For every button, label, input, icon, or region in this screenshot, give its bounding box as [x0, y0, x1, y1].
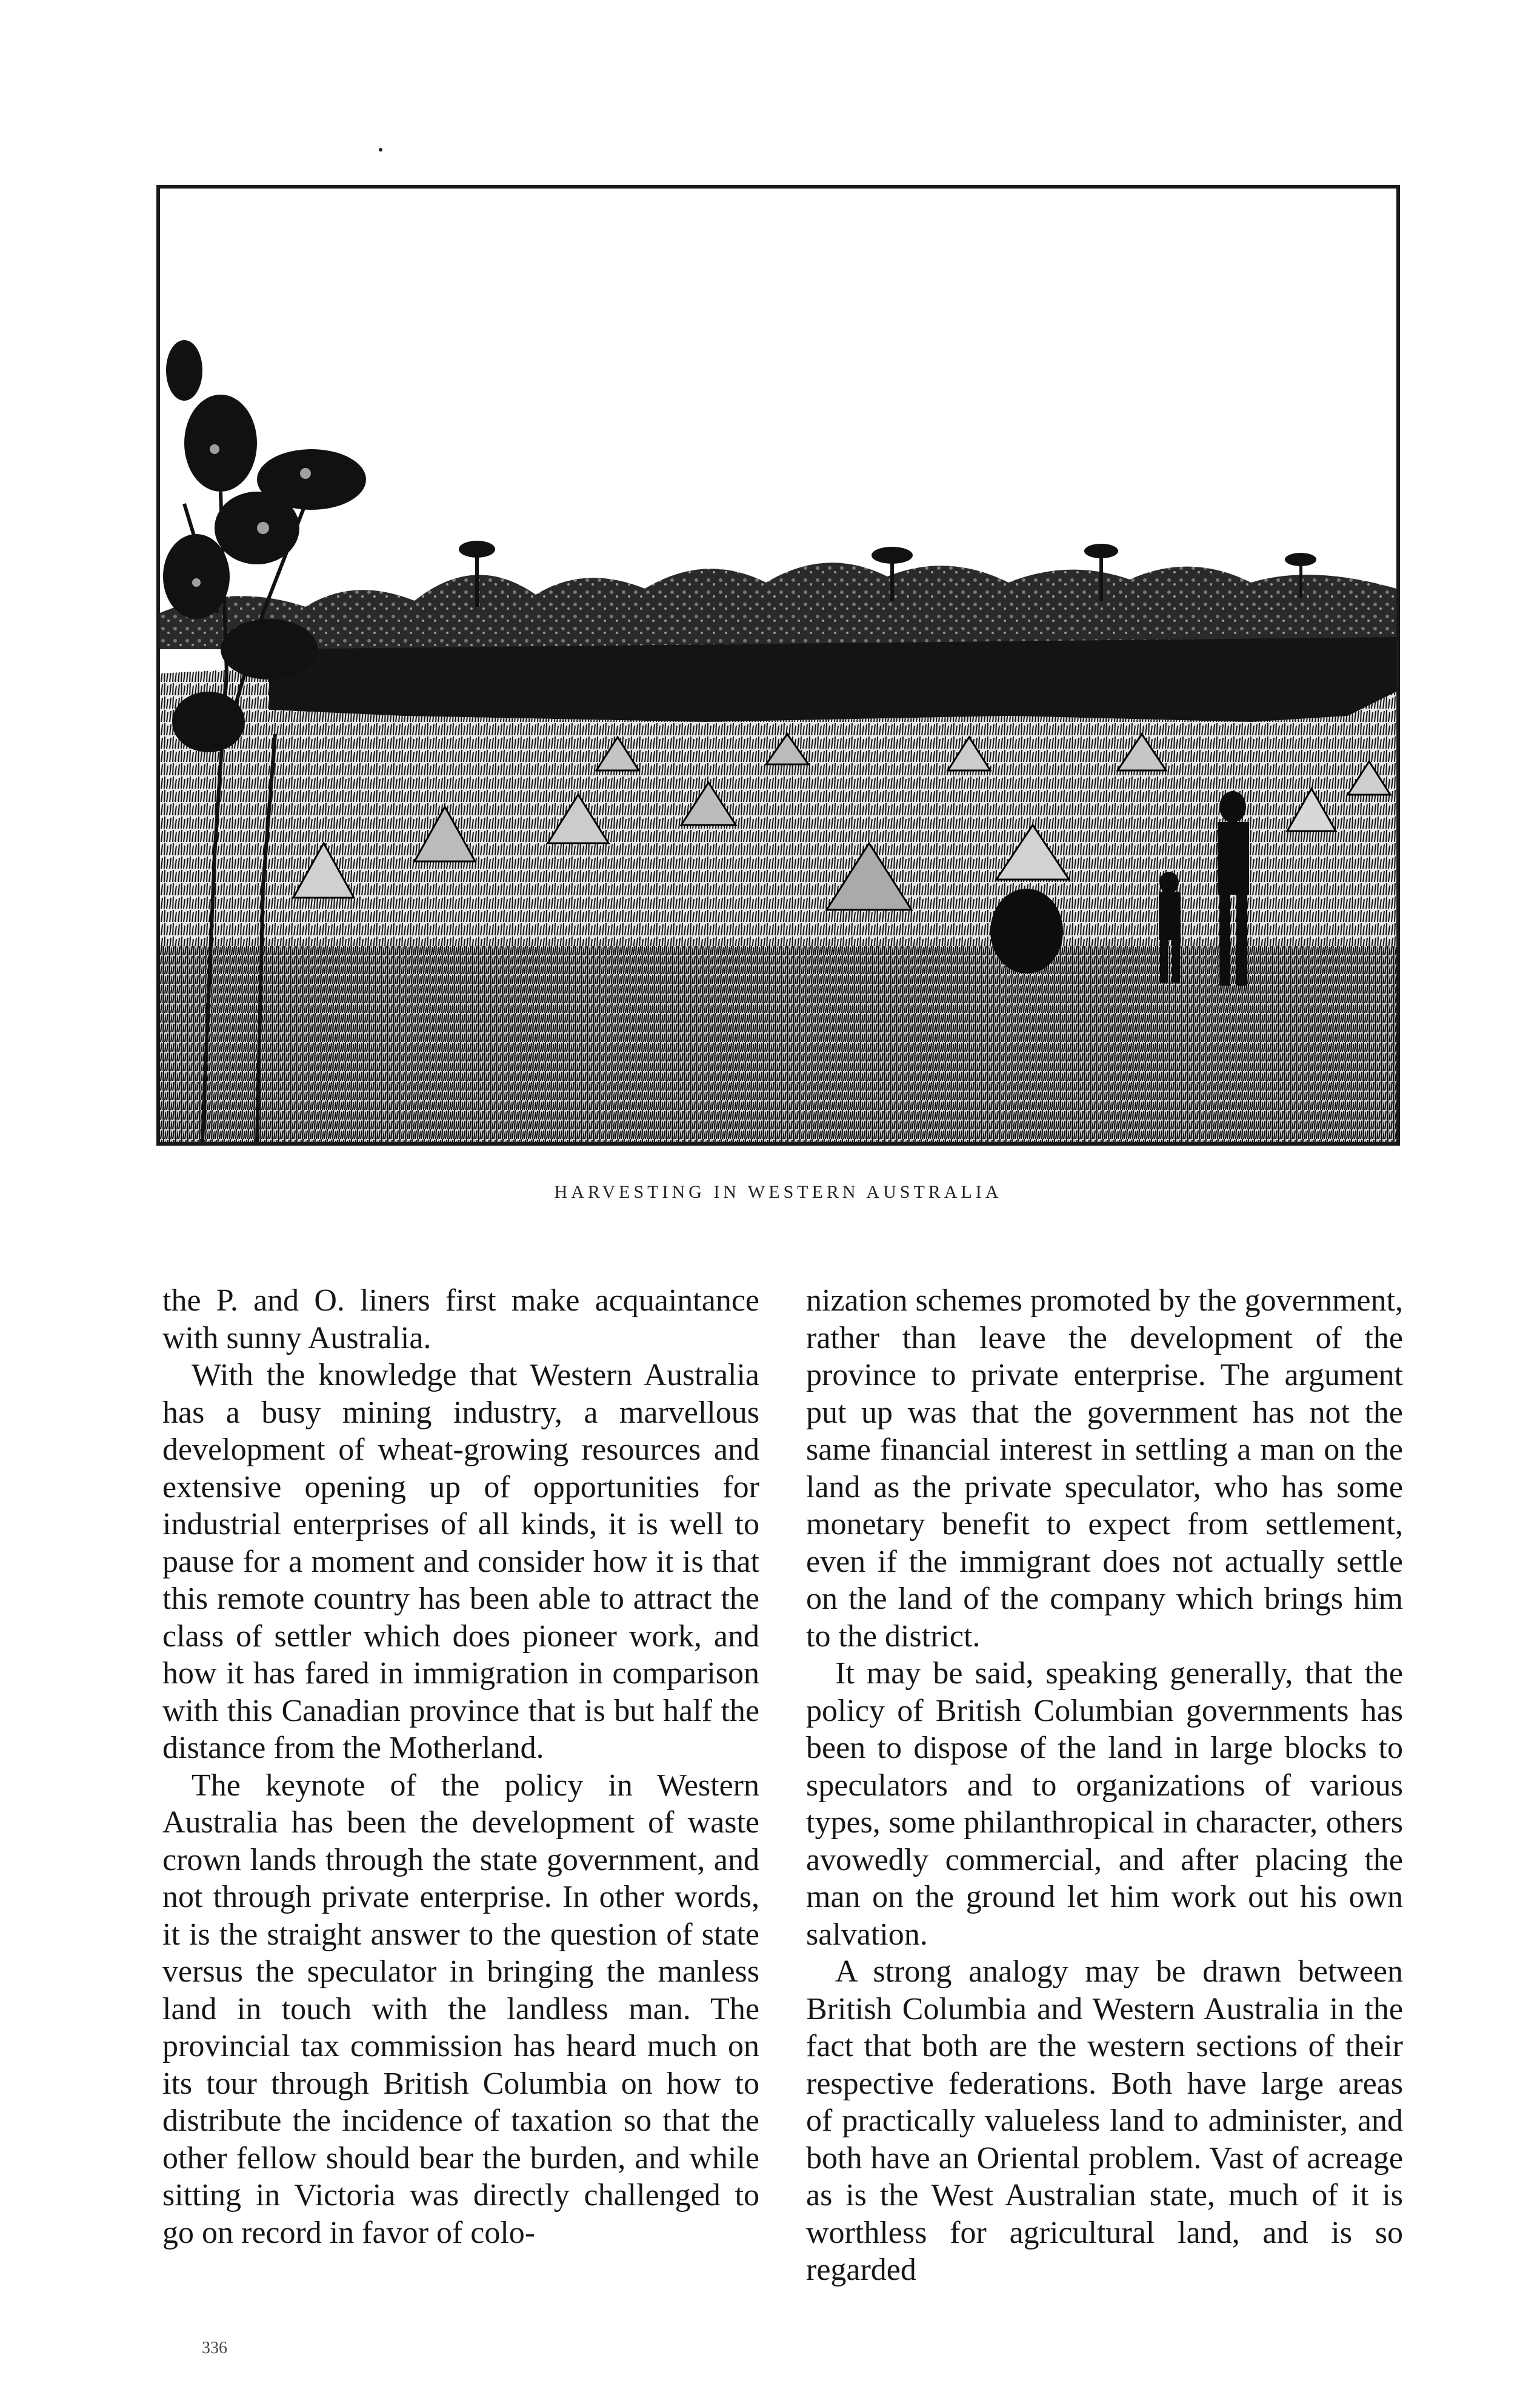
- page-number: 336: [202, 2339, 227, 2357]
- photo-caption: HARVESTING IN WESTERN AUSTRALIA: [554, 1182, 1002, 1202]
- harvest-scene-illustration: [160, 189, 1396, 1142]
- left-text-column: [162, 1282, 759, 2251]
- paragraph: With the knowledge that Western Australia has a busy mining industry, a marvellous development of wheat-growing resources and extensive opening up of opportunities for industrial enterprises of all kinds, it is well to pause for a moment and consider how it is that this remote country has been able to attract the class of settler which does pioneer work, and how it has fared in immigration in comparison with this Canadian province that is but half the distance from the Motherland.: [162, 1358, 759, 1765]
- paragraph: nization schemes promoted by the government, rather than leave the development of the province to private enterprise. The argument put up was that the government has not the same financial interest in settling a man on the land as the private speculator, who has some monetary benefit to expect from settlement, even if the immigrant does not actually settle on the land of the company which brings him to the district.: [806, 1283, 1403, 1654]
- paragraph: the P. and O. liners first make acquaintance with sunny Australia.: [162, 1283, 759, 1355]
- page-mark: [379, 148, 382, 152]
- paragraph: It may be said, speaking generally, that the policy of British Columbian governments has been to dispose of the land in large blocks to speculators and to organizations of various types, some philanthropical in character, others avowedly commercial, and after placing the man on the ground let him work out his own salvation.: [806, 1656, 1403, 1952]
- harvest-photograph: [156, 185, 1400, 1146]
- right-text-column: [806, 1282, 1403, 2289]
- paragraph: A strong analogy may be drawn between British Columbia and Western Australia in the fact that both are the western sections of their respective federations. Both have large areas of practically valueless land to administer, and both have an Oriental problem. Vast of acreage as is the West Australian state, much of it is worthless for agricultural land, and is so regarded: [806, 1954, 1403, 2287]
- paragraph: The keynote of the policy in Western Australia has been the development of waste crown lands through the state government, and not through private enterprise. In other words, it is the straight answer to the question of state versus the speculator in bringing the manless land in touch with the landless man. The provincial tax commission has heard much on its tour through British Columbia on how to distribute the incidence of taxation so that the other fellow should bear the burden, and while sitting in Victoria was directly challenged to go on record in favor of colo-: [162, 1768, 759, 2250]
